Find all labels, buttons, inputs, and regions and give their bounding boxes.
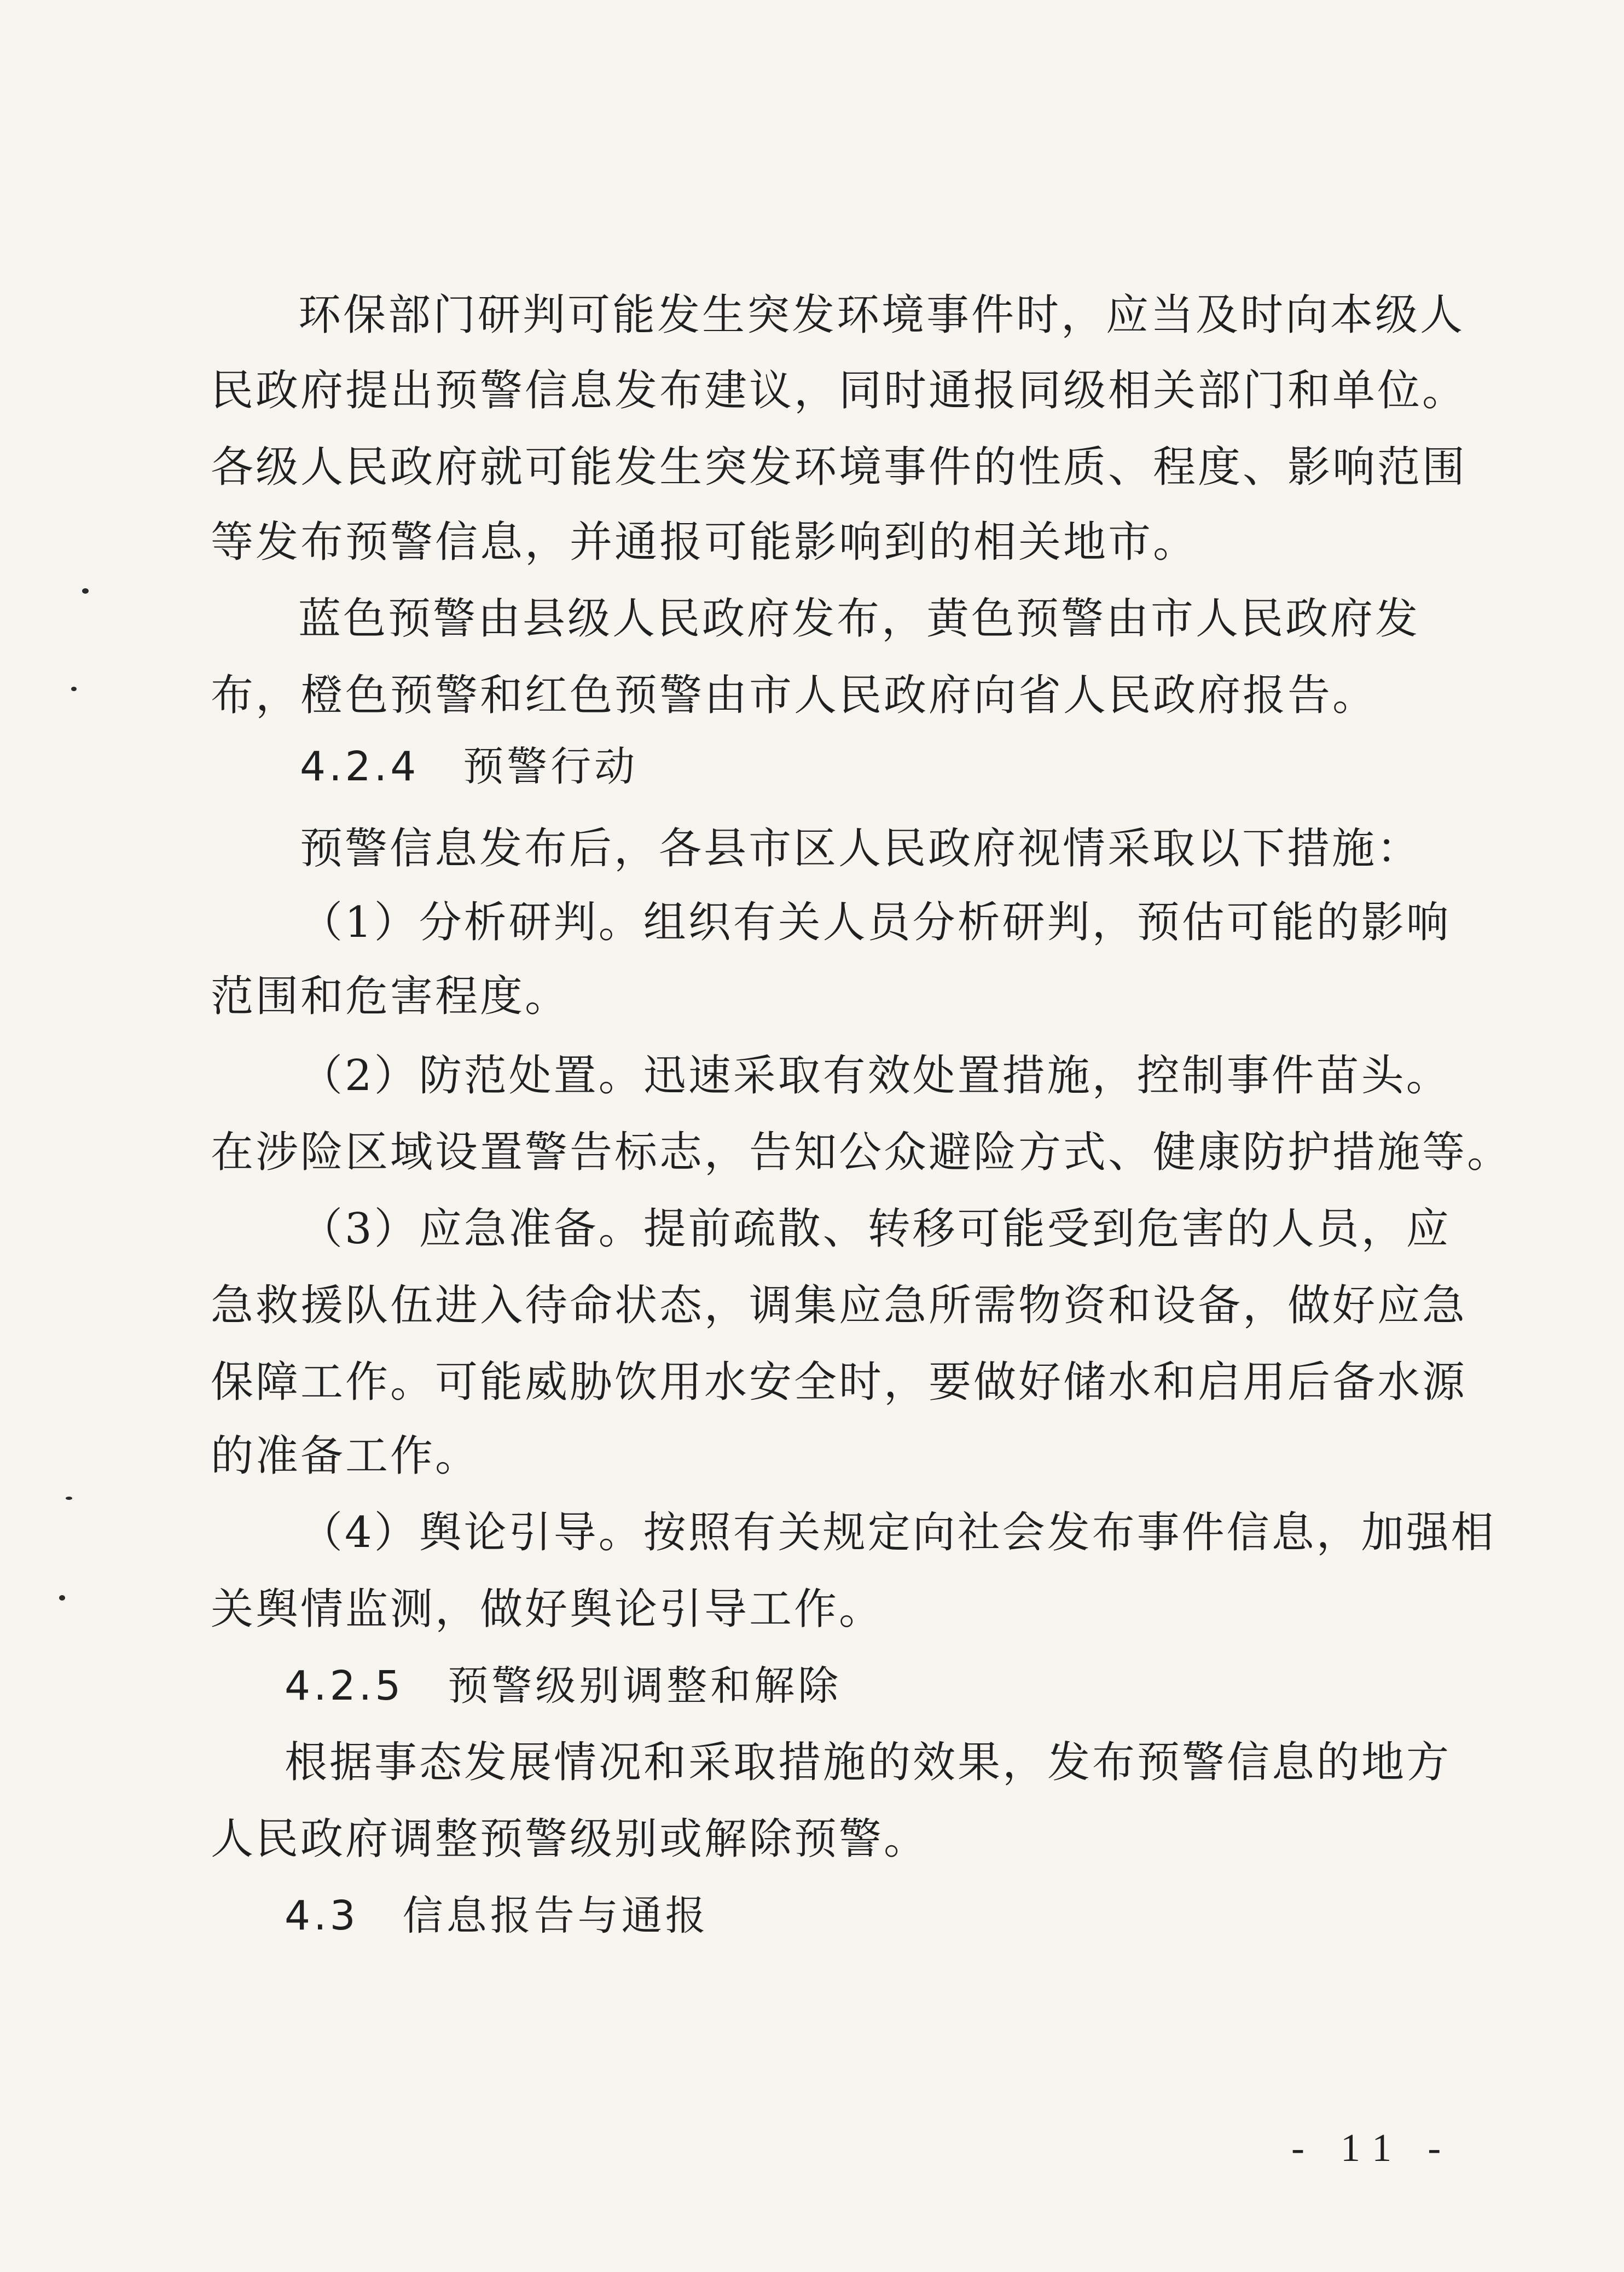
- paragraph-line: （3）应急准备。提前疏散、转移可能受到危害的人员，应: [300, 1204, 1451, 1254]
- paragraph-line: 急救援队伍进入待命状态，调集应急所需物资和设备，做好应急: [211, 1281, 1468, 1330]
- page-number: - 11 -: [1291, 2126, 1454, 2170]
- section-heading: 4.2.4 预警行动: [300, 743, 639, 790]
- scan-speck: [82, 588, 89, 594]
- paragraph-line: 关舆情监测，做好舆论引导工作。: [211, 1585, 884, 1634]
- paragraph-line: 人民政府调整预警级别或解除预警。: [211, 1815, 929, 1864]
- section-heading: 4.2.5 预警级别调整和解除: [285, 1662, 842, 1709]
- paragraph-line: 各级人民政府就可能发生突发环境事件的性质、程度、影响范围: [211, 443, 1468, 492]
- scan-speck: [59, 1595, 65, 1601]
- paragraph-line: 预警信息发布后，各县市区人民政府视情采取以下措施：: [300, 824, 1422, 873]
- paragraph-line: 蓝色预警由县级人民政府发布，黄色预警由市人民政府发: [298, 594, 1420, 644]
- section-heading: 4.3 信息报告与通报: [285, 1892, 709, 1939]
- paragraph-line: （2）防范处置。迅速采取有效处置措施，控制事件苗头。: [300, 1051, 1451, 1100]
- paragraph-line: 等发布预警信息，并通报可能影响到的相关地市。: [211, 518, 1198, 567]
- paragraph-line: （4）舆论引导。按照有关规定向社会发布事件信息，加强相: [300, 1508, 1496, 1557]
- paragraph-line: 的准备工作。: [211, 1431, 480, 1481]
- paragraph-line: 范围和危害程度。: [211, 972, 570, 1021]
- paragraph-line: 民政府提出预警信息发布建议，同时通报同级相关部门和单位。: [211, 366, 1468, 415]
- scan-speck: [66, 1497, 72, 1500]
- paragraph-line: （1）分析研判。组织有关人员分析研判，预估可能的影响: [300, 898, 1451, 947]
- scan-speck: [71, 687, 77, 691]
- paragraph-line: 根据事态发展情况和采取措施的效果，发布预警信息的地方: [285, 1738, 1452, 1787]
- paragraph-line: 保障工作。可能威胁饮用水安全时，要做好储水和启用后备水源: [211, 1358, 1468, 1407]
- paragraph-line: 在涉险区域设置警告标志，告知公众避险方式、健康防护措施等。: [211, 1128, 1512, 1177]
- paragraph-line: 环保部门研判可能发生突发环境事件时，应当及时向本级人: [298, 291, 1465, 340]
- paragraph-line: 布，橙色预警和红色预警由市人民政府向省人民政府报告。: [211, 671, 1378, 720]
